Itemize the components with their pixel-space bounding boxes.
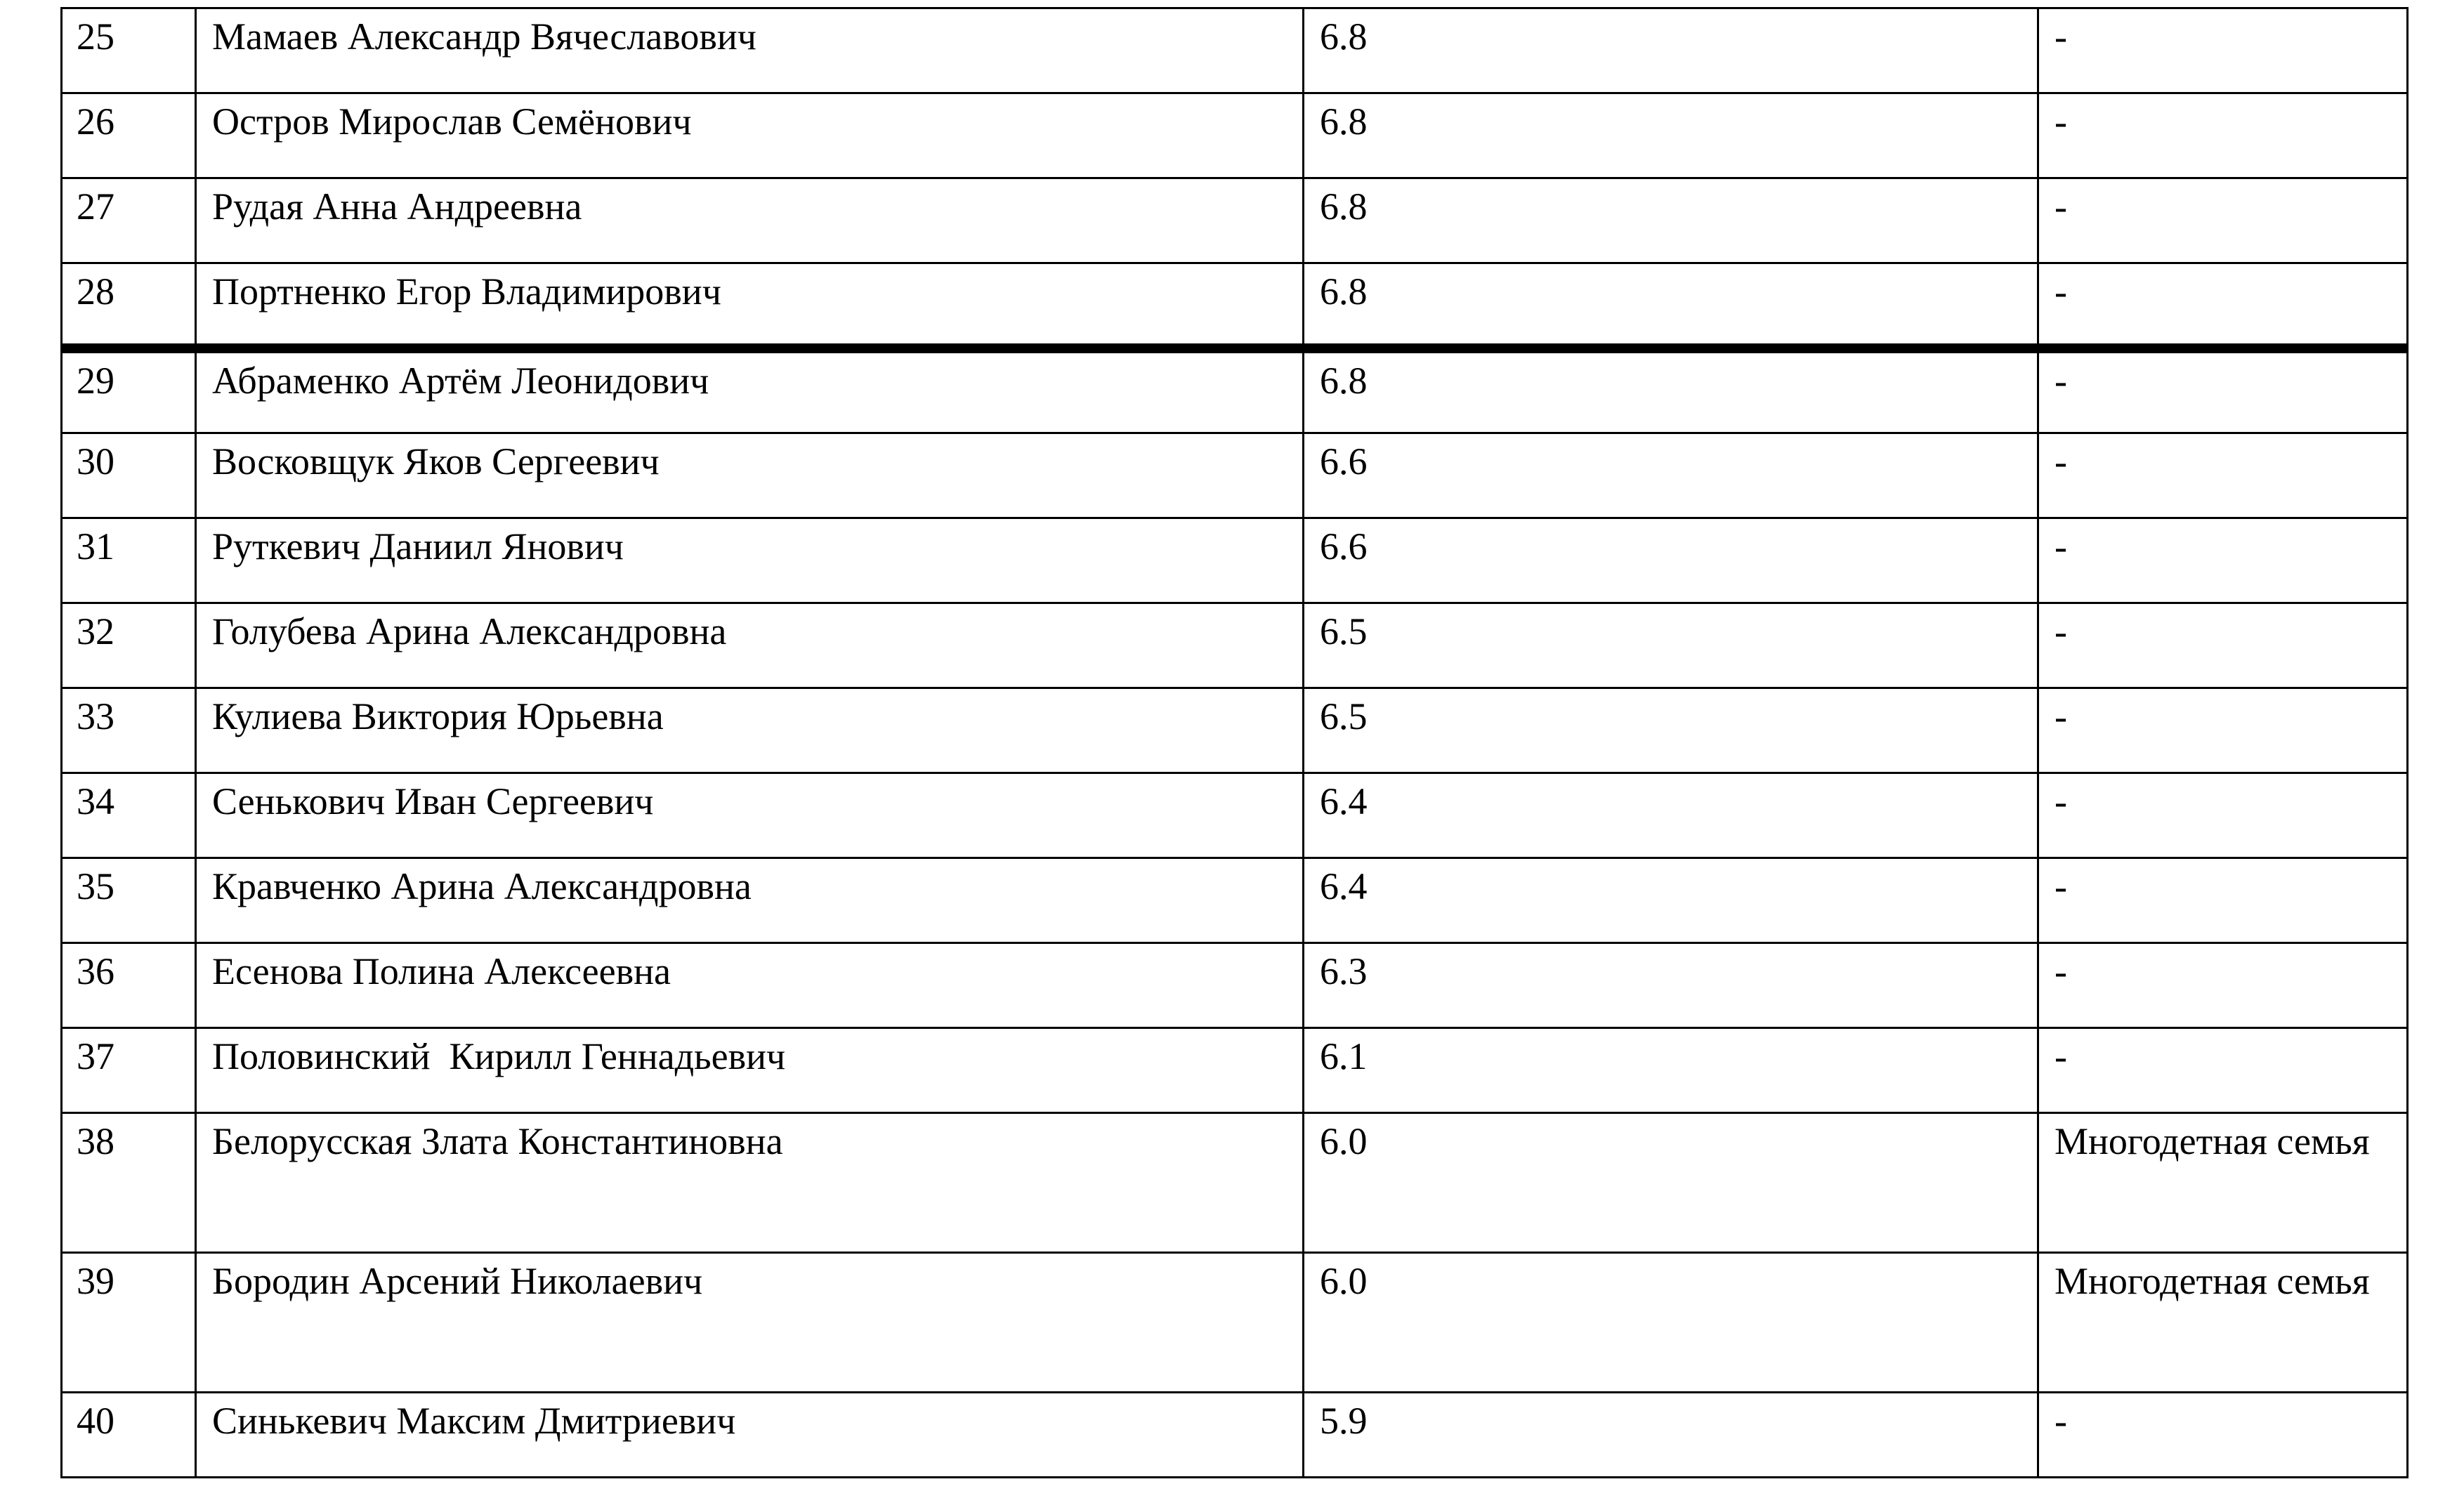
- table-row: [62, 8, 2408, 93]
- score: 6.8: [1304, 263, 2038, 348]
- student-name: Синькевич Максим Дмитриевич: [196, 1393, 1304, 1478]
- table-row: [62, 1393, 2408, 1478]
- table-row: [62, 518, 2408, 603]
- table-row: [62, 688, 2408, 773]
- table-row: [62, 943, 2408, 1028]
- note: -: [2038, 688, 2408, 773]
- table-row: [62, 1028, 2408, 1113]
- note: -: [2038, 178, 2408, 263]
- row-number: 33: [62, 688, 196, 773]
- note: -: [2038, 348, 2408, 433]
- student-name: Кулиева Виктория Юрьевна: [196, 688, 1304, 773]
- student-name: Мамаев Александр Вячеславович: [196, 8, 1304, 93]
- note: -: [2038, 263, 2408, 348]
- student-name: Есенова Полина Алексеевна: [196, 943, 1304, 1028]
- row-number: 35: [62, 858, 196, 943]
- note: -: [2038, 773, 2408, 858]
- student-name: Абраменко Артём Леонидович: [196, 348, 1304, 433]
- score: 6.6: [1304, 433, 2038, 518]
- score: 5.9: [1304, 1393, 2038, 1478]
- table-row: [62, 433, 2408, 518]
- note: -: [2038, 858, 2408, 943]
- note: -: [2038, 518, 2408, 603]
- row-number: 39: [62, 1253, 196, 1393]
- score: 6.1: [1304, 1028, 2038, 1113]
- student-name: Половинский Кирилл Геннадьевич: [196, 1028, 1304, 1113]
- note: -: [2038, 603, 2408, 688]
- student-name: Рудая Анна Андреевна: [196, 178, 1304, 263]
- note: -: [2038, 1393, 2408, 1478]
- student-name: Бородин Арсений Николаевич: [196, 1253, 1304, 1393]
- row-number: 27: [62, 178, 196, 263]
- score: 6.5: [1304, 603, 2038, 688]
- row-number: 25: [62, 8, 196, 93]
- table-row: [62, 773, 2408, 858]
- score: 6.0: [1304, 1113, 2038, 1253]
- note: -: [2038, 93, 2408, 178]
- score: 6.8: [1304, 178, 2038, 263]
- student-name: Голубева Арина Александровна: [196, 603, 1304, 688]
- table-row: [62, 93, 2408, 178]
- row-number: 30: [62, 433, 196, 518]
- row-number: 36: [62, 943, 196, 1028]
- table-row: [62, 178, 2408, 263]
- student-name: Кравченко Арина Александровна: [196, 858, 1304, 943]
- ranking-table: [60, 7, 2409, 1478]
- score: 6.4: [1304, 773, 2038, 858]
- table-row: [62, 1253, 2408, 1393]
- student-name: Белорусская Злата Константиновна: [196, 1113, 1304, 1253]
- student-name: Портненко Егор Владимирович: [196, 263, 1304, 348]
- note: -: [2038, 433, 2408, 518]
- document-page: [60, 7, 2406, 1478]
- score: 6.6: [1304, 518, 2038, 603]
- note: -: [2038, 8, 2408, 93]
- table-row: [62, 603, 2408, 688]
- student-name: Сенькович Иван Сергеевич: [196, 773, 1304, 858]
- row-number: 38: [62, 1113, 196, 1253]
- note: Многодетная семья: [2038, 1253, 2408, 1393]
- student-name: Остров Мирослав Семёнович: [196, 93, 1304, 178]
- note: -: [2038, 1028, 2408, 1113]
- score: 6.8: [1304, 8, 2038, 93]
- note: Многодетная семья: [2038, 1113, 2408, 1253]
- score: 6.0: [1304, 1253, 2038, 1393]
- row-number: 32: [62, 603, 196, 688]
- row-number: 28: [62, 263, 196, 348]
- row-number: 34: [62, 773, 196, 858]
- table-row: [62, 1113, 2408, 1253]
- row-number: 31: [62, 518, 196, 603]
- score: 6.5: [1304, 688, 2038, 773]
- student-name: Руткевич Даниил Янович: [196, 518, 1304, 603]
- row-number: 40: [62, 1393, 196, 1478]
- row-number: 29: [62, 348, 196, 433]
- row-number: 26: [62, 93, 196, 178]
- score: 6.3: [1304, 943, 2038, 1028]
- row-number: 37: [62, 1028, 196, 1113]
- student-name: Восковщук Яков Сергеевич: [196, 433, 1304, 518]
- table-row: [62, 858, 2408, 943]
- score: 6.4: [1304, 858, 2038, 943]
- table-row: [62, 263, 2408, 348]
- note: -: [2038, 943, 2408, 1028]
- score: 6.8: [1304, 348, 2038, 433]
- score: 6.8: [1304, 93, 2038, 178]
- table-row: [62, 348, 2408, 433]
